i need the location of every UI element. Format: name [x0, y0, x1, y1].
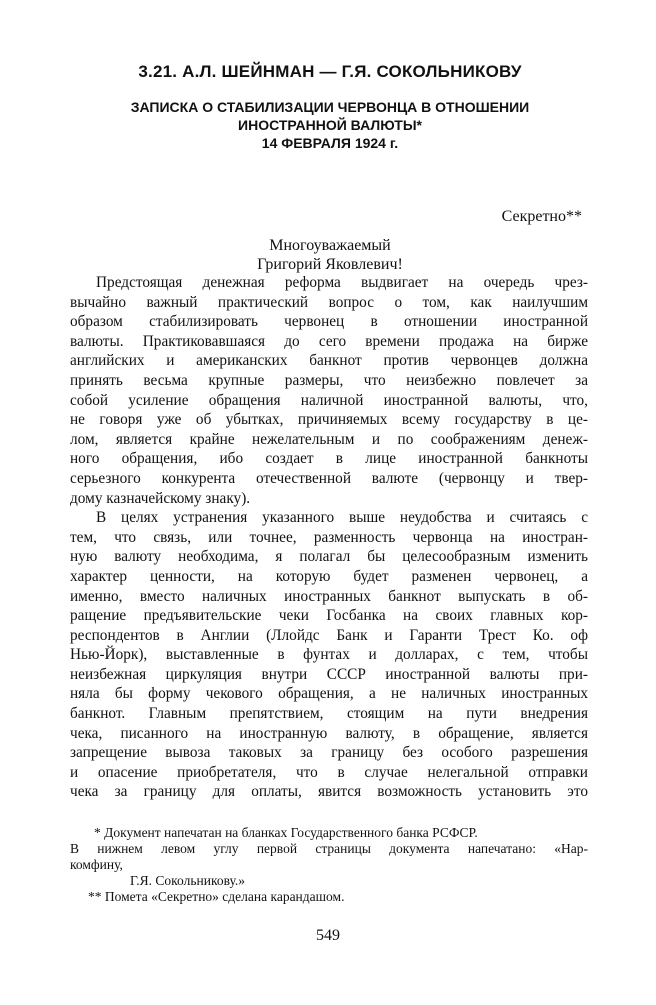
body-line: ращение предъявительские чеки Госбанка на своих главных кор-	[70, 607, 588, 625]
subtitle-line-2: ИНОСТРАННОЙ ВАЛЮТЫ*	[238, 117, 422, 133]
footnote-1-line-2: В нижнем левом углу первой страницы документа напечатано: «Нар-	[70, 841, 588, 856]
salutation	[60, 236, 600, 274]
body-line: чека, писанного на иностранную валюту, в обращение, является	[70, 724, 588, 742]
subtitle-line-1: ЗАПИСКА О СТАБИЛИЗАЦИИ ЧЕРВОНЦА В ОТНОШЕНИИ	[130, 99, 530, 115]
body-line: запрещение вывоза таковых за границу без особого разрешения	[70, 744, 588, 762]
salutation-line-2: Григорий Яковлевич!	[257, 256, 403, 273]
body-line: дому казначейскому знаку).	[70, 489, 251, 507]
footnote-2: ** Помета «Секретно» сделана карандашом.	[88, 889, 345, 904]
body-line: валюты. Практиковавшаяся до сего времени продажа на бирже	[70, 332, 588, 350]
body-line: ного обращения, ибо создает в лице иностранной банкноты	[70, 450, 588, 468]
document-date: 14 ФЕВРАЛЯ 1924 г.	[261, 135, 399, 151]
body-line: именно, вместо наличных иностранных банкнот выпускать в об-	[70, 587, 588, 605]
body-line: и опасение приобретателя, что в случае нелегальной отправки	[70, 763, 588, 781]
body-line: серьезного конкурента отечественной валюте (червонцу и твер-	[70, 469, 588, 487]
salutation-line-1: Многоуважаемый	[269, 237, 391, 254]
body-line: не говоря уже об убытках, причиняемых всему государству в це-	[70, 411, 588, 429]
body-line: Предстоящая денежная реформа выдвигает на очередь чрез-	[96, 274, 588, 291]
body-line: английских и американских банкнот против червонцев должна	[70, 352, 588, 370]
footnote-1-line-4: Г.Я. Сокольникову.»	[130, 873, 246, 888]
body-line: характер ценности, на которую будет разменен червонец, а	[70, 567, 588, 585]
document-subtitle	[60, 98, 600, 152]
body-line: няла бы форму чекового обращения, а не наличных иностранных	[70, 685, 588, 703]
body-text	[70, 273, 588, 802]
body-line: тем, что связь, или точнее, разменность червонца на иностран-	[70, 528, 588, 546]
body-line: лом, является крайне нежелательным и по соображениям денеж-	[70, 430, 588, 448]
body-line: образом стабилизировать червонец в отношении иностранной	[70, 313, 588, 331]
body-line: Нью-Йорк), выставленные в фунтах и долларах, с тем, чтобы	[70, 646, 588, 664]
classification-mark: Секретно**	[501, 208, 582, 225]
body-line: ную валюту необходима, я полагал бы целесообразным изменить	[70, 548, 588, 566]
footnote-1-line-1: * Документ напечатан на бланках Государственного банка РСФСР.	[94, 825, 478, 840]
footnote-1-line-3: комфину,	[70, 857, 123, 872]
body-line: собой усиление обращения наличной иностранной валюты, что,	[70, 391, 588, 409]
body-line: банкнот. Главным препятствием, стоящим на пути внедрения	[70, 705, 588, 723]
body-line: принять весьма крупные размеры, что неизбежно повлечет за	[70, 371, 588, 389]
body-line: респондентов в Англии (Ллойдс Банк и Гаранти Трест Ко. оф	[70, 626, 588, 644]
footnotes	[70, 825, 588, 905]
body-line: неизбежная циркуляция внутри СССР иностранной валюты при-	[70, 665, 588, 683]
document-number-title: 3.21. А.Л. ШЕЙНМАН — Г.Я. СОКОЛЬНИКОВУ	[138, 62, 522, 81]
body-line: вычайно важный практический вопрос о том, как наилучшим	[70, 293, 588, 311]
body-line: чека за границу для оплаты, явится возможность установить это	[70, 783, 588, 801]
page-number: 549	[316, 927, 340, 944]
body-line: В целях устранения указанного выше неудобства и считаясь с	[96, 509, 588, 527]
